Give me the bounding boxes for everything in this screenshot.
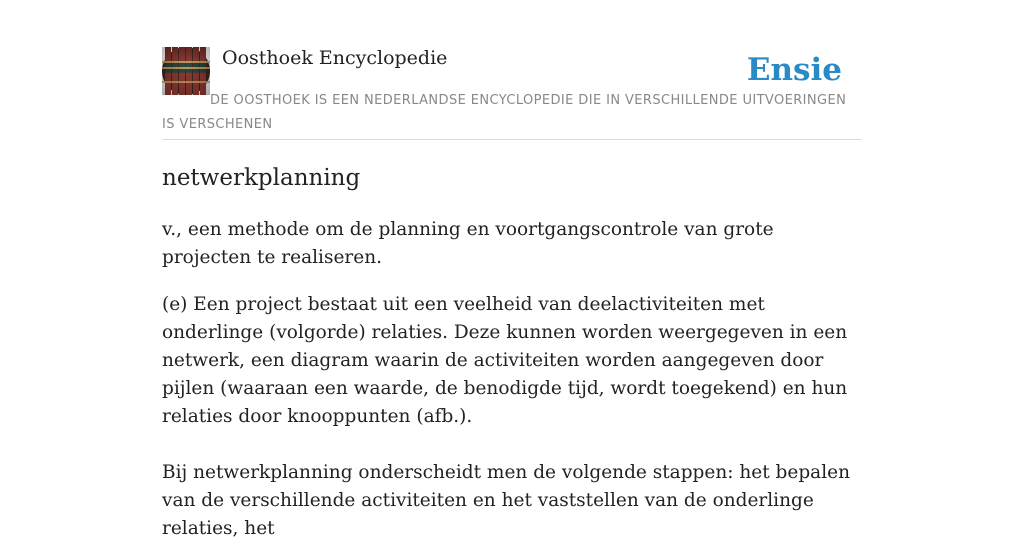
site-tagline: DE OOSTHOEK IS EEN NEDERLANDSE ENCYCLOPEDIE DIE IN VERSCHILLENDE UITVOERINGEN IS VERSCHENEN (162, 93, 847, 132)
ensie-logo-link[interactable]: Ensie (746, 52, 842, 88)
article-title: netwerkplanning (162, 165, 361, 191)
article-paragraph-2: (e) Een project bestaat uit een veelheid van deelactiviteiten met onderlinge (volgorde) relaties. Deze kunnen worden weergegeven in een netwerk, een diagram waarin de activiteiten worden aangegeven door pijlen (waaraan een waarde, de benodigde tijd, wordt toegekend) en hun relaties door knooppunten (afb.). (162, 294, 848, 427)
article-paragraph-1: v., een methode om de planning en voortgangscontrole van grote projecten te realiseren. (162, 219, 774, 268)
encyclopedia-books-avatar[interactable] (162, 47, 210, 95)
article-paragraph-3: Bij netwerkplanning onderscheidt men de volgende stappen: het bepalen van de verschillende activiteiten en het vaststellen van de onderlinge relaties, het (162, 462, 850, 539)
site-header (162, 0, 862, 140)
page-container (162, 0, 862, 539)
site-title-link[interactable]: Oosthoek Encyclopedie (222, 47, 448, 69)
